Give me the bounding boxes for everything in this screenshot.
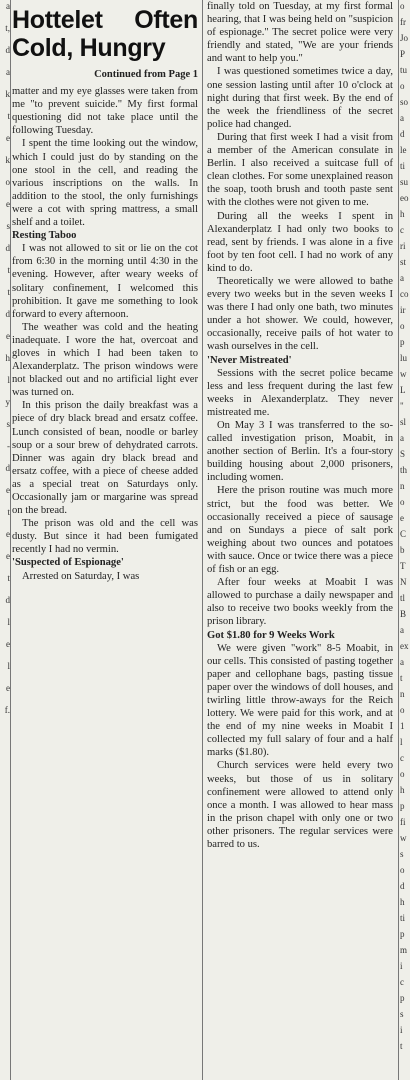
fragment-letter: w	[400, 369, 407, 379]
fragment-letter: k	[5, 89, 10, 99]
fragment-letter: p	[400, 929, 405, 939]
fragment-letter: t	[400, 1041, 403, 1051]
continued-from-line: Continued from Page 1	[94, 69, 198, 80]
paragraph: finally told on Tuesday, at my first formal hearing, that I was being held on "suspicion of espionage." The secret police were very friendly and stated, "We are your friends and want to help you."	[207, 1, 393, 65]
paragraph: On May 3 I was transferred to the so-called investigation prison, Moabit, in another section of Berlin. It's a four-story building housing about 2,000 prisoners, including women.	[207, 420, 393, 484]
fragment-letter: c	[400, 977, 404, 987]
fragment-letter: d	[400, 129, 405, 139]
paragraph: Theoretically we were allowed to bathe every two weeks but in the seven weeks I was there I had only one bath, two minutes under a hot shower. We could, however, occasionally, receive pails of hot water to wash ourselves in the cell.	[207, 275, 393, 353]
subhead: Resting Taboo	[12, 230, 77, 242]
fragment-letter: ex	[400, 641, 409, 651]
fragment-letter: b	[400, 545, 405, 555]
fragment-letter: o	[400, 769, 405, 779]
paragraph: We were given "work" 8-5 Moabit, in our cells. This consisted of pasting together paper and cellophane bags, pasting tissue paper over the windows of doll houses, and twirling little throw-aways for the Reich lottery. We were paid for this work, and at the end of my nine weeks in Moabit I collected my full salary of four and a half marks ($1.80).	[207, 642, 393, 759]
left-column-fragments	[0, 0, 10, 1080]
fragment-letter: f.	[4, 705, 10, 715]
article-column-2	[207, 0, 393, 851]
paragraph: During that first week I had a visit from a member of the American consulate in Berlin. I also received a suitcase full of clean clothes. For some unexplained reason the soap, tooth brush and tooth paste sent with the clothes were not given to me.	[207, 131, 393, 209]
fragment-letter: o	[5, 177, 10, 187]
paragraph: After four weeks at Moabit I was allowed to purchase a daily newspaper and also to receive two books weekly from the prison library.	[207, 577, 393, 628]
fragment-letter: t,	[5, 23, 10, 33]
headline: Hottelet Often Cold, Hungry	[12, 6, 198, 62]
fragment-letter: ir	[400, 305, 406, 315]
fragment-letter: d	[5, 595, 10, 605]
fragment-letter: "	[400, 401, 404, 411]
paragraph: Here the prison routine was much more strict, but the food was better. We occasionally received a piece of sausage and on Sundays a piece of salt pork weighing about two ounces and potatoes with sauce. Once or twice there was a piece of fish or an egg.	[207, 485, 393, 576]
fragment-letter: 1	[400, 721, 405, 731]
article-column-1	[12, 0, 198, 583]
fragment-letter: h	[400, 897, 405, 907]
fragment-letter: o	[400, 865, 405, 875]
fragment-letter: N	[400, 577, 407, 587]
fragment-letter: h	[400, 785, 405, 795]
subhead: 'Suspected of Espionage'	[12, 557, 124, 569]
fragment-letter: tl	[400, 593, 406, 603]
fragment-letter: C	[400, 529, 407, 539]
fragment-letter: i	[400, 1025, 403, 1035]
fragment-letter: l	[7, 375, 10, 385]
paragraph: During all the weeks I spent in Alexanderplatz I had only two books to read, sent by friends. I was alone in a five foot by ten foot cell. I had no work of any kind to do.	[207, 210, 393, 274]
paragraph: I was questioned sometimes twice a day, one session lasting until after 10 o'clock at night during that first week. By the end of the week the friendliness of the secret police had changed.	[207, 66, 393, 130]
fragment-letter: Jo	[400, 33, 409, 43]
column-rule-middle	[202, 0, 203, 1080]
fragment-letter: a	[6, 1, 10, 11]
fragment-letter: o	[400, 497, 405, 507]
fragment-letter: a	[400, 113, 404, 123]
fragment-letter: st	[400, 257, 407, 267]
paragraph: I spent the time looking out the window, which I could just do by standing on the one stool in the cell, and reading the various inscriptions on the walls. In addition to the stool, the only furnishings were a cot with spring mattress, a small shelf and a toilet.	[12, 138, 198, 229]
fragment-letter: e	[6, 529, 10, 539]
fragment-letter: lu	[400, 353, 408, 363]
fragment-letter: P	[400, 49, 406, 59]
fragment-letter: sl	[400, 417, 407, 427]
fragment-letter: a	[400, 433, 404, 443]
fragment-letter: -	[7, 441, 10, 451]
fragment-letter: ti	[400, 161, 406, 171]
fragment-letter: d	[5, 243, 10, 253]
paragraph: Church services were held every two weeks, but those of us in solitary confinement were allowed to attend only once a month. I was allowed to hear mass in the prison chapel with only one or two other prisoners. The regular services were barred to us.	[207, 760, 393, 850]
fragment-letter: e	[6, 199, 10, 209]
fragment-letter: a	[400, 625, 404, 635]
fragment-letter: th	[400, 465, 408, 475]
fragment-letter: n	[400, 481, 405, 491]
fragment-letter: T	[400, 561, 406, 571]
fragment-letter: d	[5, 45, 10, 55]
fragment-letter: d	[400, 881, 405, 891]
fragment-letter: o	[400, 81, 405, 91]
fragment-letter: tu	[400, 65, 408, 75]
fragment-letter: ti	[400, 913, 406, 923]
fragment-letter: t	[400, 673, 403, 683]
fragment-letter: e	[400, 513, 404, 523]
paragraph: In this prison the daily breakfast was a piece of dry black bread and ersatz coffee. Lunch consisted of bean, noodle or barley soup or a sour brew of dehydrated carrots. Dinner was again dry black bread and ersatz coffee, with a piece of cheese added as a special treat on Saturdays only. Occasionally jam or margarine was spread on the bread.	[12, 400, 198, 517]
fragment-letter: h	[400, 209, 405, 219]
fragment-letter: so	[400, 97, 409, 107]
fragment-letter: s	[400, 849, 404, 859]
fragment-letter: p	[400, 337, 405, 347]
fragment-letter: s	[6, 419, 10, 429]
fragment-letter: s	[400, 1009, 404, 1019]
fragment-letter: a	[400, 273, 404, 283]
paragraph: Arrested on Saturday, I was	[22, 570, 140, 582]
right-column-fragments	[398, 0, 410, 1080]
fragment-letter: l	[400, 737, 403, 747]
fragment-letter: p	[400, 801, 405, 811]
paragraph: The prison was old and the cell was dusty. But since it had been fumigated recently I had no vermin.	[12, 518, 198, 556]
subhead: 'Never Mistreated'	[207, 354, 292, 366]
fragment-letter: a	[6, 67, 10, 77]
fragment-letter: d	[5, 463, 10, 473]
fragment-letter: m	[400, 945, 408, 955]
fragment-letter: n	[400, 689, 405, 699]
subhead: Got $1.80 for 9 Weeks Work	[207, 629, 335, 641]
fragment-letter: l	[7, 661, 10, 671]
fragment-letter: L	[400, 385, 406, 395]
paragraph: I was not allowed to sit or lie on the cot from 6:30 in the morning until 4:30 in the evening. However, after weary weeks of solitary confinement, I welcomed this prohibition. It gave me something to look forward to every afternoon.	[12, 243, 198, 320]
fragment-letter: i	[400, 961, 403, 971]
fragment-letter: B	[400, 609, 407, 619]
fragment-letter: fr	[400, 17, 406, 27]
fragment-letter: a	[400, 657, 404, 667]
fragment-letter: su	[400, 177, 409, 187]
fragment-letter: c	[400, 225, 404, 235]
fragment-letter: h	[5, 353, 10, 363]
fragment-letter: t	[7, 287, 10, 297]
fragment-letter: eo	[400, 193, 409, 203]
fragment-letter: t	[7, 573, 10, 583]
fragment-letter: t	[7, 507, 10, 517]
fragment-letter: p	[400, 993, 405, 1003]
fragment-letter: w	[400, 833, 407, 843]
column-rule-left	[10, 0, 11, 1080]
fragment-letter: ri	[400, 241, 406, 251]
fragment-letter: o	[400, 1, 405, 11]
fragment-letter: fi	[400, 817, 406, 827]
fragment-letter: S	[400, 449, 406, 459]
fragment-letter: t	[7, 265, 10, 275]
fragment-letter: l	[7, 617, 10, 627]
fragment-letter: e	[6, 331, 10, 341]
paragraph: Sessions with the secret police became less and less frequent during the last few weeks in Alexanderplatz. They never mistreated me.	[207, 367, 393, 418]
fragment-letter: e	[6, 485, 10, 495]
fragment-letter: co	[400, 289, 409, 299]
fragment-letter: o	[400, 321, 405, 331]
paragraph: matter and my eye glasses were taken from me "to prevent suicide." My first formal questioning did not take place until the following Tuesday.	[12, 86, 198, 137]
column-2-body	[207, 0, 393, 851]
fragment-letter: e	[6, 133, 10, 143]
fragment-letter: y	[5, 397, 10, 407]
fragment-letter: le	[400, 145, 407, 155]
fragment-letter: e	[6, 639, 10, 649]
fragment-letter: o	[400, 705, 405, 715]
fragment-letter: t	[7, 111, 10, 121]
fragment-letter: k	[5, 155, 10, 165]
paragraph: The weather was cold and the heating inadequate. I wore the hat, overcoat and gloves in which I had been taken to Alexanderplatz. The prison windows were not blacked out and no artificial light ever was turned on.	[12, 321, 198, 399]
fragment-letter: e	[6, 683, 10, 693]
column-1-body	[12, 85, 198, 583]
fragment-letter: e	[6, 551, 10, 561]
fragment-letter: d	[5, 309, 10, 319]
fragment-letter: c	[400, 753, 404, 763]
fragment-letter: s	[6, 221, 10, 231]
